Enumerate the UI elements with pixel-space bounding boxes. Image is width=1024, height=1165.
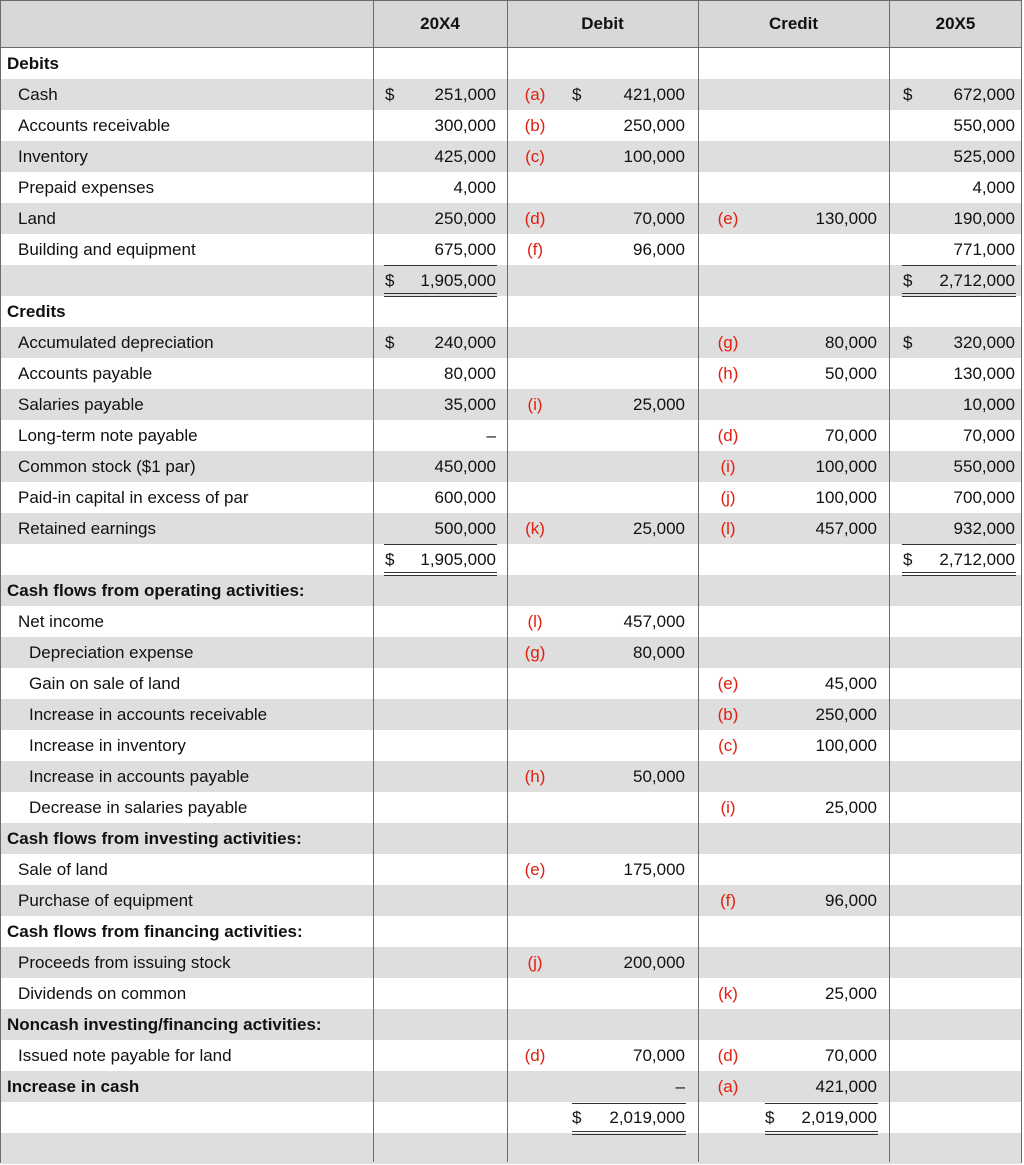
row-label: Cash <box>18 85 58 104</box>
table-row <box>1 544 1021 575</box>
underline <box>572 1103 686 1104</box>
table-row <box>1 730 1021 761</box>
cell-y5: 525,000 <box>953 147 1015 166</box>
cell-dr: 100,000 <box>623 147 685 166</box>
cell-cr-ref: (l) <box>720 519 736 538</box>
cell-cr-ref: (i) <box>720 457 736 476</box>
cell-cr: 70,000 <box>825 1046 877 1065</box>
cell-dr: 175,000 <box>623 860 685 879</box>
table-row <box>1 141 1021 172</box>
row-label: Accounts receivable <box>18 116 171 135</box>
table-row <box>1 792 1021 823</box>
table-row <box>1 420 1021 451</box>
table-row <box>1 110 1021 141</box>
cell-y4: 35,000 <box>444 395 496 414</box>
table-row <box>1 823 1021 854</box>
cell-cr-ref: (c) <box>718 736 738 755</box>
cell-y4: 500,000 <box>434 519 496 538</box>
table-row <box>1 978 1021 1009</box>
row-label: Increase in accounts receivable <box>29 705 268 724</box>
row-label: Prepaid expenses <box>18 178 155 197</box>
cell-cr-ref: (g) <box>717 333 739 352</box>
cell-y4: 1,905,000 <box>420 271 496 290</box>
row-label: Dividends on common <box>18 984 187 1003</box>
cell-dr-ref: (f) <box>526 240 544 259</box>
cell-dr: 25,000 <box>633 519 685 538</box>
cell-cr-ref: (b) <box>717 705 739 724</box>
cell-dr: 96,000 <box>633 240 685 259</box>
row-label: Cash flows from operating activities: <box>7 581 305 600</box>
cell-cr-ref: (j) <box>720 488 736 507</box>
cell-y5-dollar: $ <box>903 550 913 569</box>
cell-y4: 240,000 <box>434 333 496 352</box>
cell-y4: 675,000 <box>434 240 496 259</box>
cell-dr-ref: (b) <box>524 116 546 135</box>
double-underline <box>902 572 1016 576</box>
row-label: Accumulated depreciation <box>18 333 214 352</box>
table-row <box>1 1102 1021 1133</box>
cell-cr: 2,019,000 <box>801 1108 877 1127</box>
cell-dr-ref: (l) <box>527 612 543 631</box>
cell-dr-ref: (c) <box>525 147 545 166</box>
table-row <box>1 234 1021 265</box>
cell-dr-ref: (d) <box>524 209 546 228</box>
table-row <box>1 947 1021 978</box>
cell-dr-dollar: $ <box>572 1108 582 1127</box>
cell-cr-ref: (d) <box>717 426 739 445</box>
cell-cr: 130,000 <box>815 209 877 228</box>
cell-cr-ref: (e) <box>717 209 739 228</box>
cell-y5: 550,000 <box>953 116 1015 135</box>
row-label: Credits <box>7 302 66 321</box>
row-label: Increase in inventory <box>29 736 186 755</box>
cell-y4: – <box>486 426 496 445</box>
table-header <box>1 1 1021 48</box>
cell-y4-dollar: $ <box>385 550 395 569</box>
cell-cr: 50,000 <box>825 364 877 383</box>
cell-cr: 25,000 <box>825 984 877 1003</box>
row-label: Gain on sale of land <box>29 674 181 693</box>
table-row <box>1 1133 1021 1164</box>
row-label: Noncash investing/financing activities: <box>7 1015 322 1034</box>
table-row <box>1 668 1021 699</box>
cell-y5: 2,712,000 <box>939 271 1015 290</box>
underline <box>902 265 1016 266</box>
row-label: Building and equipment <box>18 240 196 259</box>
row-label: Salaries payable <box>18 395 144 414</box>
cell-y4: 450,000 <box>434 457 496 476</box>
table-row <box>1 48 1021 79</box>
table-row <box>1 358 1021 389</box>
cell-dr-ref: (e) <box>524 860 546 879</box>
row-label: Common stock ($1 par) <box>18 457 196 476</box>
table-row <box>1 637 1021 668</box>
table-row <box>1 885 1021 916</box>
divider <box>889 1 890 1162</box>
table-row <box>1 79 1021 110</box>
cell-dr: 70,000 <box>633 209 685 228</box>
cell-y5: 550,000 <box>953 457 1015 476</box>
cell-y4: 4,000 <box>453 178 496 197</box>
table-row <box>1 172 1021 203</box>
table-row <box>1 1009 1021 1040</box>
row-label: Cash flows from financing activities: <box>7 922 303 941</box>
cell-dr-ref: (a) <box>524 85 546 104</box>
table-row <box>1 451 1021 482</box>
cell-dr: 70,000 <box>633 1046 685 1065</box>
header-debit: Debit <box>581 14 624 33</box>
table-row <box>1 265 1021 296</box>
row-label: Purchase of equipment <box>18 891 193 910</box>
cell-dr: 200,000 <box>623 953 685 972</box>
cell-dr-ref: (h) <box>524 767 546 786</box>
double-underline <box>902 293 1016 297</box>
cell-dr: 421,000 <box>623 85 685 104</box>
row-label: Retained earnings <box>18 519 156 538</box>
divider <box>698 1 699 1162</box>
cell-cr: 80,000 <box>825 333 877 352</box>
cell-y5: 700,000 <box>953 488 1015 507</box>
double-underline <box>384 572 497 576</box>
table-row <box>1 606 1021 637</box>
cell-dr-ref: (j) <box>527 953 543 972</box>
cell-cr-dollar: $ <box>765 1108 775 1127</box>
cell-y4-dollar: $ <box>385 271 395 290</box>
cell-cr: 96,000 <box>825 891 877 910</box>
cell-cr-ref: (k) <box>718 984 738 1003</box>
header-credit: Credit <box>768 14 819 33</box>
row-label: Paid-in capital in excess of par <box>18 488 249 507</box>
cell-y5: 130,000 <box>953 364 1015 383</box>
cell-cr: 457,000 <box>815 519 877 538</box>
table-row <box>1 916 1021 947</box>
cell-y4: 250,000 <box>434 209 496 228</box>
table-row <box>1 296 1021 327</box>
table-row <box>1 327 1021 358</box>
cell-dr: 50,000 <box>633 767 685 786</box>
cell-y4: 300,000 <box>434 116 496 135</box>
cell-cr: 100,000 <box>815 457 877 476</box>
double-underline <box>765 1131 878 1135</box>
cell-cr: 25,000 <box>825 798 877 817</box>
cell-y5: 4,000 <box>972 178 1015 197</box>
table-row <box>1 575 1021 606</box>
row-label: Increase in cash <box>7 1077 140 1096</box>
cell-cr-ref: (a) <box>717 1077 739 1096</box>
cell-dr: 457,000 <box>623 612 685 631</box>
cell-cr-ref: (i) <box>720 798 736 817</box>
row-label: Increase in accounts payable <box>29 767 250 786</box>
cell-y5: 672,000 <box>953 85 1015 104</box>
cell-dr: 2,019,000 <box>609 1108 685 1127</box>
cell-y5: 10,000 <box>963 395 1015 414</box>
divider <box>507 1 508 1162</box>
underline <box>384 265 497 266</box>
cell-y4-dollar: $ <box>385 85 395 104</box>
cell-y5: 190,000 <box>953 209 1015 228</box>
row-label: Accounts payable <box>18 364 153 383</box>
underline <box>902 544 1016 545</box>
cell-y5-dollar: $ <box>903 85 913 104</box>
table-row <box>1 1040 1021 1071</box>
divider <box>373 1 374 1162</box>
double-underline <box>572 1131 686 1135</box>
cell-dr: – <box>675 1077 685 1096</box>
cell-cr: 70,000 <box>825 426 877 445</box>
row-label: Long-term note payable <box>18 426 198 445</box>
cell-cr: 421,000 <box>815 1077 877 1096</box>
cell-cr: 100,000 <box>815 736 877 755</box>
cell-y5-dollar: $ <box>903 333 913 352</box>
cell-y4: 600,000 <box>434 488 496 507</box>
row-label: Sale of land <box>18 860 108 879</box>
cell-y4: 251,000 <box>434 85 496 104</box>
cell-cr-ref: (d) <box>717 1046 739 1065</box>
cell-cr: 45,000 <box>825 674 877 693</box>
table-row <box>1 699 1021 730</box>
double-underline <box>384 293 497 297</box>
table-row <box>1 482 1021 513</box>
table-row <box>1 203 1021 234</box>
cell-y5: 932,000 <box>953 519 1015 538</box>
cell-dr: 25,000 <box>633 395 685 414</box>
table-row <box>1 854 1021 885</box>
row-label: Decrease in salaries payable <box>29 798 248 817</box>
table-row <box>1 389 1021 420</box>
cell-y5: 771,000 <box>953 240 1015 259</box>
row-label: Cash flows from investing activities: <box>7 829 302 848</box>
row-label: Proceeds from issuing stock <box>18 953 231 972</box>
cell-cr: 250,000 <box>815 705 877 724</box>
row-label: Depreciation expense <box>29 643 194 662</box>
row-label: Net income <box>18 612 104 631</box>
table-row <box>1 761 1021 792</box>
cell-dr-ref: (d) <box>524 1046 546 1065</box>
cell-dr: 80,000 <box>633 643 685 662</box>
cell-y4: 80,000 <box>444 364 496 383</box>
cell-y4: 425,000 <box>434 147 496 166</box>
header-20x4: 20X4 <box>420 14 460 33</box>
cell-cr: 100,000 <box>815 488 877 507</box>
cell-y4: 1,905,000 <box>420 550 496 569</box>
cell-dr-ref: (k) <box>525 519 545 538</box>
cell-y5: 320,000 <box>953 333 1015 352</box>
row-label: Issued note payable for land <box>18 1046 232 1065</box>
table-row <box>1 1071 1021 1102</box>
cell-cr-ref: (e) <box>717 674 739 693</box>
cell-dr: 250,000 <box>623 116 685 135</box>
header-20x5: 20X5 <box>935 14 976 33</box>
cell-cr-ref: (f) <box>719 891 737 910</box>
table-row <box>1 513 1021 544</box>
row-label: Debits <box>7 54 59 73</box>
underline <box>765 1103 878 1104</box>
cell-cr-ref: (h) <box>717 364 739 383</box>
cell-y5: 2,712,000 <box>939 550 1015 569</box>
cell-dr-ref: (i) <box>527 395 543 414</box>
underline <box>384 544 497 545</box>
cell-y4-dollar: $ <box>385 333 395 352</box>
cell-dr-dollar: $ <box>572 85 582 104</box>
cell-y5: 70,000 <box>963 426 1015 445</box>
row-label: Inventory <box>18 147 88 166</box>
cell-y5-dollar: $ <box>903 271 913 290</box>
cell-dr-ref: (g) <box>524 643 546 662</box>
row-label: Land <box>18 209 56 228</box>
